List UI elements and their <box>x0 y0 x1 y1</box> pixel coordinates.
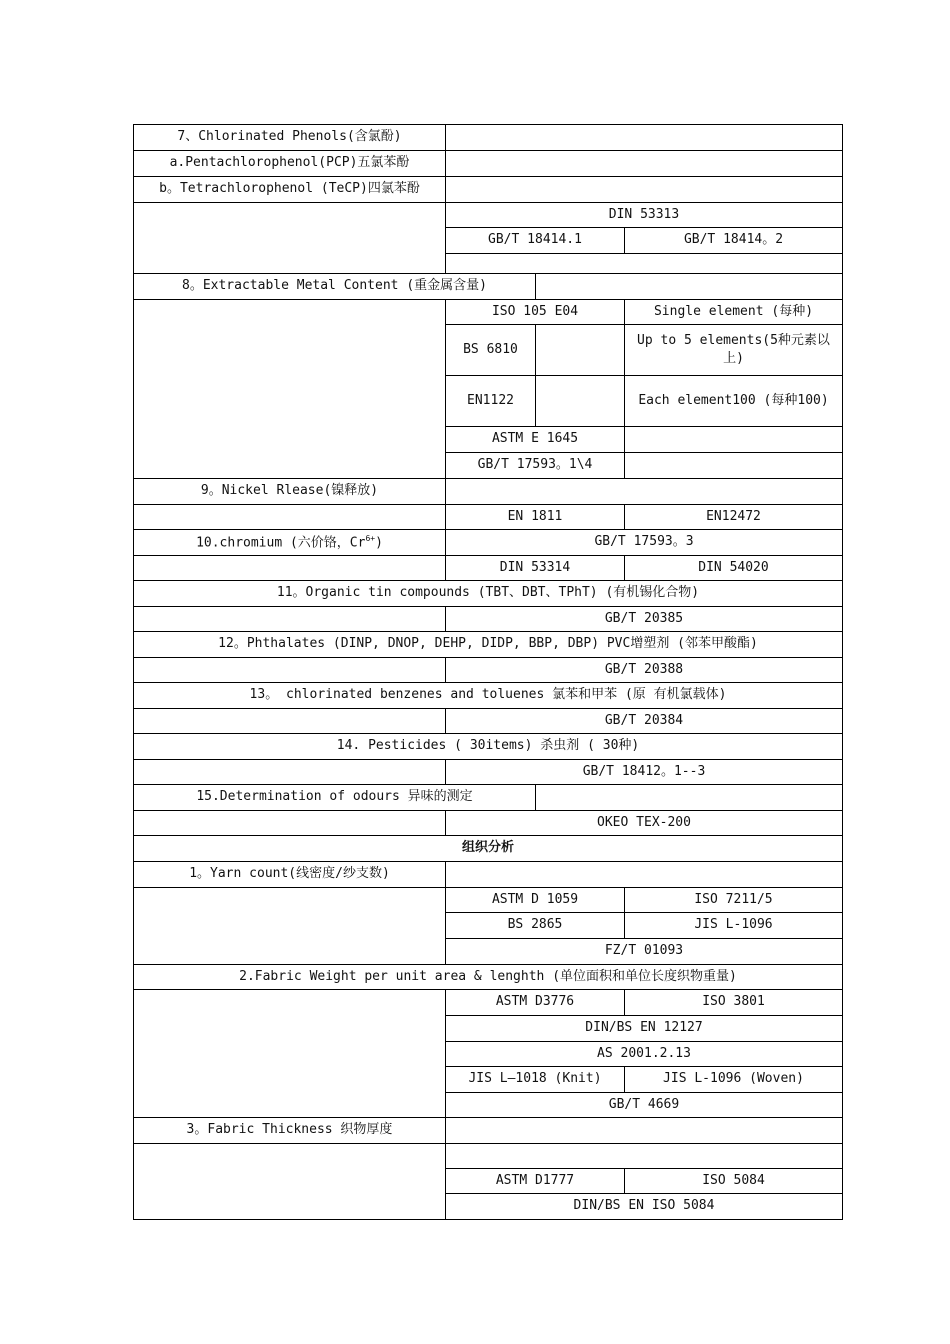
method-cell: EN1122 <box>446 376 536 427</box>
chromium-valence: 6+ <box>365 533 376 543</box>
table-row <box>134 658 843 683</box>
method-cell: ISO 3801 <box>625 990 843 1016</box>
empty-cell <box>134 888 446 965</box>
table-row <box>134 785 843 811</box>
method-cell: ASTM D1777 <box>446 1169 625 1194</box>
table-row <box>134 632 843 658</box>
method-cell: JIS L-1096 <box>625 913 843 939</box>
empty-cell <box>134 300 446 479</box>
method-cell: DIN 54020 <box>625 556 843 581</box>
method-cell: DIN/BS EN 12127 <box>446 1016 843 1042</box>
table-row <box>134 862 843 888</box>
table-row <box>134 479 843 505</box>
empty-cell <box>625 453 843 479</box>
section-extractable-metal: 8。Extractable Metal Content (重金属含量) <box>134 274 536 300</box>
method-cell: ASTM E 1645 <box>446 427 625 453</box>
spacer-cell <box>446 1144 843 1169</box>
table-row <box>134 709 843 734</box>
method-cell: ASTM D 1059 <box>446 888 625 913</box>
empty-cell <box>446 479 843 505</box>
table-row <box>134 530 843 556</box>
empty-cell <box>625 427 843 453</box>
table-row <box>134 888 843 913</box>
section-pesticides: 14. Pesticides ( 30items) 杀虫剂 ( 30种) <box>134 734 843 760</box>
method-cell: OKEO TEX-200 <box>446 811 843 836</box>
empty-cell <box>446 1118 843 1144</box>
section-heading-structure-analysis: 组织分析 <box>134 836 843 862</box>
method-cell: EN12472 <box>625 505 843 530</box>
table-row <box>134 683 843 709</box>
method-cell: DIN/BS EN ISO 5084 <box>446 1194 843 1220</box>
table-row <box>134 1118 843 1144</box>
table-row <box>134 151 843 177</box>
method-cell: ISO 105 E04 <box>446 300 625 325</box>
table-row <box>134 760 843 785</box>
chromium-label-end: ) <box>375 535 383 551</box>
method-cell: ISO 5084 <box>625 1169 843 1194</box>
table-row <box>134 734 843 760</box>
empty-cell <box>536 274 843 300</box>
method-cell: GB/T 17593。3 <box>446 530 843 556</box>
table-row <box>134 177 843 203</box>
empty-cell <box>134 556 446 581</box>
test-methods-table <box>133 124 843 1220</box>
method-cell: GB/T 4669 <box>446 1093 843 1118</box>
method-note: Each element100 (每种100) <box>625 376 843 427</box>
section-yarn-count: 1。Yarn count(线密度/纱支数) <box>134 862 446 888</box>
section-fabric-thickness: 3。Fabric Thickness 织物厚度 <box>134 1118 446 1144</box>
chromium-label: 10.chromium (六价铬，Cr <box>196 535 366 551</box>
section-odours: 15.Determination of odours 异味的测定 <box>134 785 536 811</box>
empty-cell <box>536 325 625 376</box>
table-row <box>134 811 843 836</box>
empty-cell <box>446 151 843 177</box>
method-cell: EN 1811 <box>446 505 625 530</box>
method-note: Single element (每种) <box>625 300 843 325</box>
empty-cell <box>446 254 843 274</box>
section-chromium <box>134 530 446 556</box>
empty-cell <box>536 376 625 427</box>
method-cell: JIS L-1096 (Woven) <box>625 1067 843 1093</box>
method-cell: AS 2001.2.13 <box>446 1042 843 1067</box>
table-row <box>134 274 843 300</box>
section-nickel-release: 9。Nickel Rlease(镍释放) <box>134 479 446 505</box>
method-cell: FZ/T 01093 <box>446 939 843 965</box>
method-cell: JIS L—1018 (Knit) <box>446 1067 625 1093</box>
empty-cell <box>134 811 446 836</box>
empty-cell <box>536 785 843 811</box>
empty-cell <box>446 125 843 151</box>
method-cell: GB/T 20388 <box>446 658 843 683</box>
method-cell: GB/T 20384 <box>446 709 843 734</box>
table-row <box>134 965 843 990</box>
section-fabric-weight: 2.Fabric Weight per unit area & lenghth (单位面积和单位长度织物重量) <box>134 965 843 990</box>
method-cell: GB/T 18414。2 <box>625 228 843 254</box>
section-organic-tin: 11。Organic tin compounds (TBT、DBT、TPhT) (有机锡化合物) <box>134 581 843 607</box>
method-cell: ISO 7211/5 <box>625 888 843 913</box>
table-row <box>134 581 843 607</box>
method-cell: DIN 53313 <box>446 203 843 228</box>
table-row <box>134 990 843 1016</box>
section-phthalates: 12。Phthalates (DINP, DNOP, DEHP, DIDP, BBP, DBP) PVC增塑剂 (邻苯甲酸酯) <box>134 632 843 658</box>
table-row <box>134 836 843 862</box>
table-row <box>134 125 843 151</box>
method-cell: GB/T 18412。1--3 <box>446 760 843 785</box>
table-row <box>134 203 843 228</box>
table-row <box>134 300 843 325</box>
empty-cell <box>134 990 446 1118</box>
table-row <box>134 556 843 581</box>
empty-cell <box>134 709 446 734</box>
method-cell: GB/T 17593。1\4 <box>446 453 625 479</box>
empty-cell <box>446 177 843 203</box>
method-cell: DIN 53314 <box>446 556 625 581</box>
empty-cell <box>134 658 446 683</box>
empty-cell <box>134 1144 446 1220</box>
section-chlorinated-phenols: 7、Chlorinated Phenols(含氯酚) <box>134 125 446 151</box>
method-note: Up to 5 elements(5种元素以上) <box>625 325 843 376</box>
table-row <box>134 505 843 530</box>
method-cell: BS 2865 <box>446 913 625 939</box>
item-pcp: a.Pentachlorophenol(PCP)五氯苯酚 <box>134 151 446 177</box>
table-row <box>134 607 843 632</box>
empty-cell <box>446 862 843 888</box>
method-cell: BS 6810 <box>446 325 536 376</box>
method-cell: GB/T 20385 <box>446 607 843 632</box>
section-chlorinated-benzenes: 13。 chlorinated benzenes and toluenes 氯苯和甲苯 (原 有机氯载体) <box>134 683 843 709</box>
empty-cell <box>134 203 446 274</box>
empty-cell <box>134 505 446 530</box>
table-row <box>134 1144 843 1169</box>
method-cell: ASTM D3776 <box>446 990 625 1016</box>
method-cell: GB/T 18414.1 <box>446 228 625 254</box>
empty-cell <box>134 760 446 785</box>
empty-cell <box>134 607 446 632</box>
item-tecp: b。Tetrachlorophenol (TeCP)四氯苯酚 <box>134 177 446 203</box>
